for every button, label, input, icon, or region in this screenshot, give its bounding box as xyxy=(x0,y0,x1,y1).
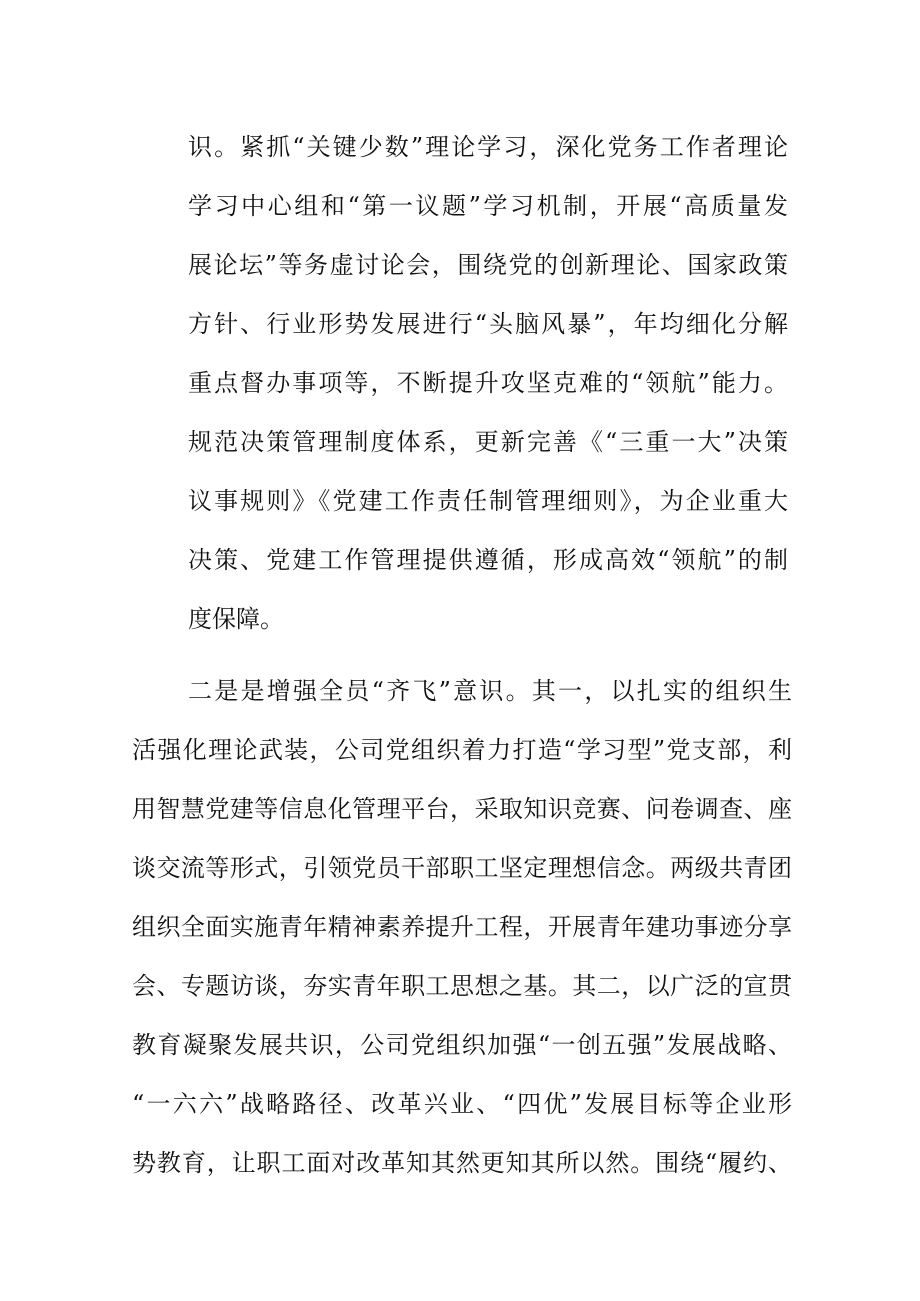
text-line: 学习中心组和“第一议题”学习机制，开展“高质量发 xyxy=(188,192,788,220)
text-line: 识。紧抓“关键少数”理论学习，深化党务工作者理论 xyxy=(188,133,788,161)
paragraph-decision-system xyxy=(188,118,788,649)
text-line: 方针、行业形势发展进行“头脑风暴”，年均细化分解 xyxy=(188,310,788,338)
text-line: 势教育，让职工面对改革知其然更知其所以然。围绕“履约、 xyxy=(132,1149,792,1177)
text-line: 谈交流等形式，引领党员干部职工坚定理想信念。两级共青团 xyxy=(132,854,792,882)
text-line: 用智慧党建等信息化管理平台，采取知识竞赛、问卷调查、座 xyxy=(132,795,792,823)
paragraph-qifei-awareness xyxy=(132,662,792,1193)
text-line: 重点督办事项等，不断提升攻坚克难的“领航”能力。 xyxy=(188,369,788,397)
paragraph-heading-line: 二是是增强全员“齐飞”意识。其一，以扎实的组织生 xyxy=(188,677,792,705)
text-line: 议事规则》《党建工作责任制管理细则》，为企业重大 xyxy=(188,487,788,515)
text-line: 度保障。 xyxy=(188,605,284,633)
text-line: 教育凝聚发展共识，公司党组织加强“一创五强”发展战略、 xyxy=(132,1031,792,1059)
text-line: 组织全面实施青年精神素养提升工程，开展青年建功事迹分享 xyxy=(132,913,792,941)
text-line: 会、专题访谈，夯实青年职工思想之基。其二，以广泛的宣贯 xyxy=(132,972,792,1000)
text-line: “一六六”战略路径、改革兴业、“四优”发展目标等企业形 xyxy=(132,1090,792,1118)
text-line: 决策、党建工作管理提供遵循，形成高效“领航”的制 xyxy=(188,546,788,574)
text-line: 展论坛”等务虚讨论会，围绕党的创新理论、国家政策 xyxy=(188,251,788,279)
text-line: 活强化理论武装，公司党组织着力打造“学习型”党支部，利 xyxy=(132,736,792,764)
text-line: 规范决策管理制度体系，更新完善《“三重一大”决策 xyxy=(188,428,788,456)
